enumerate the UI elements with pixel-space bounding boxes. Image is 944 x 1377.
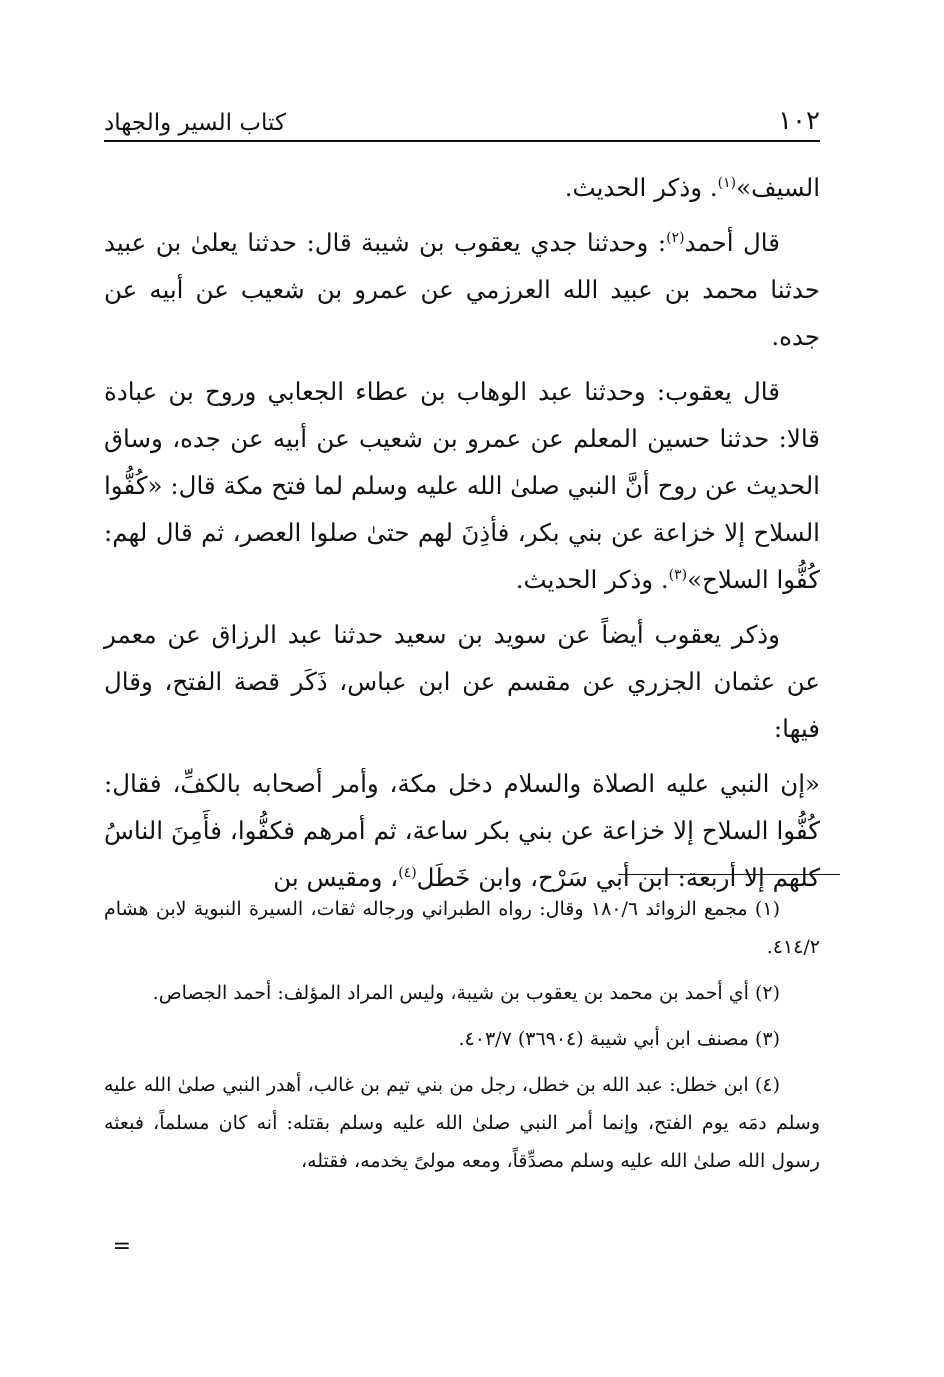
paragraph xyxy=(104,368,820,603)
continuation-mark: = xyxy=(112,1234,131,1259)
footnote-ref: (٣) xyxy=(668,566,688,583)
footnote: (١) مجمع الزوائد ١٨٠/٦ وقال: رواه الطبراني ورجاله ثقات، السيرة النبوية لابن هشام ٤١٤/٢. xyxy=(104,898,820,958)
paragraph-text: قال يعقوب: وحدثنا عبد الوهاب بن عطاء الجعابي وروح بن عبادة قالا: حدثنا حسين المعلم عن عمرو بن شعيب عن أبيه عن جده، وساق الحديث عن روح أنَّ النبي صلىٰ الله عليه وسلم لما فتح مكة قال: «كُفُّوا السلاح إلا خزاعة عن بني بكر، فأذِنَ لهم حتىٰ صلوا العصر، ثم قال لهم: كُفُّوا السلاح» xyxy=(104,377,820,594)
running-header xyxy=(104,88,820,142)
footnote-ref: (١) xyxy=(717,174,737,191)
paragraph xyxy=(104,611,820,752)
footnote-separator xyxy=(618,874,840,875)
footnote-ref: (٤) xyxy=(398,864,417,881)
footnote: (٣) مصنف ابن أبي شيبة (٣٦٩٠٤) ٤٠٣/٧. xyxy=(458,1028,780,1050)
paragraph-text-after: ، ومقيس بن xyxy=(273,863,399,892)
page-number: ١٠٢ xyxy=(778,106,820,136)
paragraph-text-after: : وحدثنا جدي يعقوب بن شيبة قال: حدثنا يعلىٰ بن عبيد حدثنا محمد بن عبيد الله العرزمي عن عمرو بن شعيب عن أبيه عن جده. xyxy=(104,228,820,351)
paragraph-text: السيف» xyxy=(736,173,820,202)
footnote: (٤) ابن خطل: عبد الله بن خطل، رجل من بني تيم بن غالب، أهدر النبي صلىٰ الله عليه وسلم دمَه يوم الفتح، وإنما أمر النبي صلىٰ الله عليه وسلم بقتله: أنه كان مسلماً، فبعثه رسول الله صلىٰ الله عليه وسلم مصدِّقاً، ومعه مولىً يخدمه، فقتله، xyxy=(104,1074,820,1172)
paragraph-text: وذكر يعقوب أيضاً عن سويد بن سعيد حدثنا عبد الرزاق عن معمر عن عثمان الجزري عن مقسم عن ابن عباس، ذَكَر قصة الفتح، وقال فيها: xyxy=(104,620,820,743)
paragraph-text: قال أحمد xyxy=(684,228,780,257)
main-text xyxy=(104,164,820,901)
footnote-ref: (٢) xyxy=(666,229,685,246)
book-page xyxy=(104,88,820,909)
footnotes xyxy=(104,890,820,1188)
paragraph xyxy=(104,164,820,211)
footnote: (٢) أي أحمد بن محمد بن يعقوب بن شيبة، وليس المراد المؤلف: أحمد الجصاص. xyxy=(152,982,780,1004)
paragraph xyxy=(104,219,820,360)
paragraph-text: «إن النبي عليه الصلاة والسلام دخل مكة، وأمر أصحابه بالكفِّ، فقال: كُفُّوا السلاح إلا خزاعة عن بني بكر ساعة، ثم أمرهم فكفُّوا، فأَمِنَ الناسُ كلهم إلا أربعة: ابن أبي سَرْح، وابن خَطَل xyxy=(104,769,820,892)
header-title: كتاب السير والجهاد xyxy=(104,110,286,136)
paragraph-text-after: . وذكر الحديث. xyxy=(515,565,669,594)
paragraph-text-after: . وذكر الحديث. xyxy=(564,173,718,202)
quotation-paragraph xyxy=(104,760,820,901)
